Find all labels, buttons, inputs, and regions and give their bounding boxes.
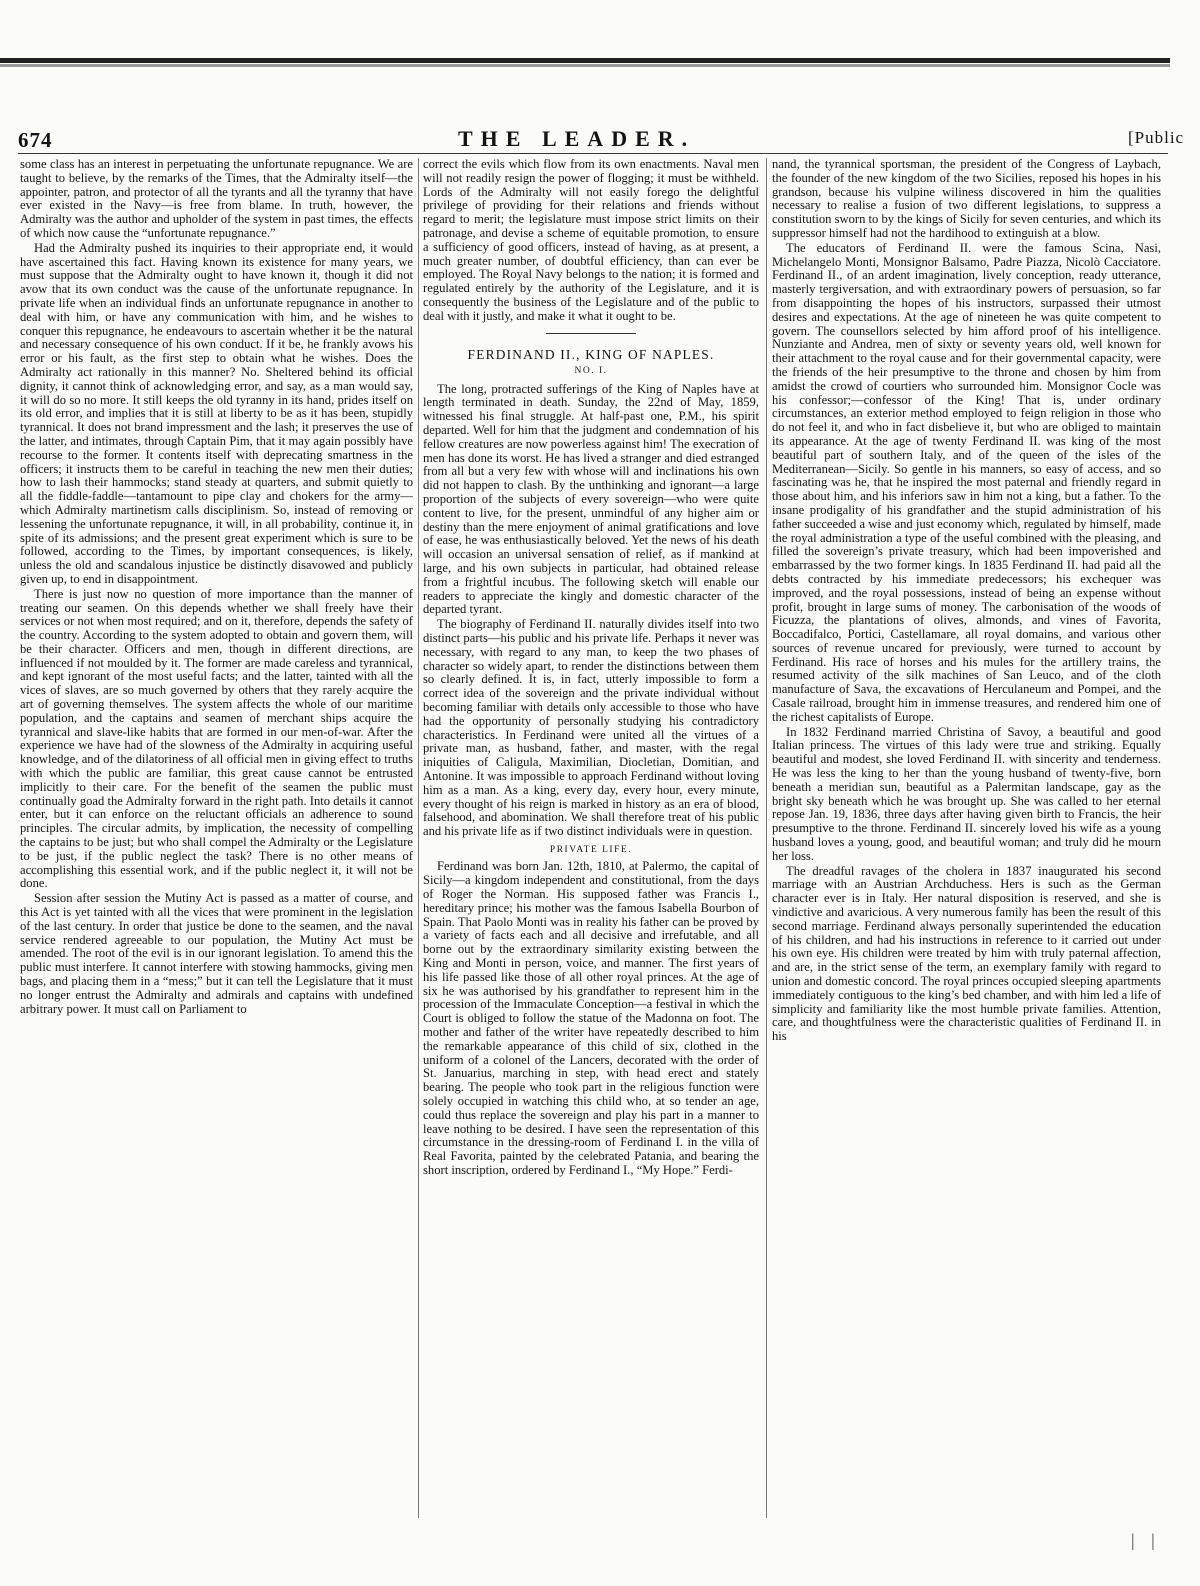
top-rule	[0, 58, 1170, 63]
paragraph: The long, protracted sufferings of the King of Naples have at length terminated in death. Sunday, the 22nd of May, 1859, witnessed his final struggle. At half-past one, P.M., his spirit departed. Well for him that the judgment and condemnation of his fellow creatures are now powerless against him! The execration of men has done its worst. He has lived a stranger and died estranged from all but a very few with whose will and inclinations his own did not happen to clash. By the unthinking and ignorant—a large proportion of the subjects of every sovereign—who were quite content to live, for the present, unmindful of any higher aim or destiny than the mere enjoyment of animal gratifications and love of ease, he was enthusiastically beloved. Yet the news of his death will occasion an universal sensation of relief, as if mankind at large, and his own subjects in particular, had obtained release from a frightful incubus. The following sketch will enable our readers to appreciate the kingly and domestic character of the departed tyrant.	[423, 381, 759, 617]
column-left	[20, 158, 413, 1518]
page-number: 674	[18, 128, 53, 152]
article-number: NO. I.	[574, 366, 608, 377]
page-header	[0, 128, 1200, 154]
column-middle	[423, 158, 759, 1518]
column-rule	[418, 158, 419, 1518]
top-rule-shade	[0, 64, 1170, 67]
article-title: FERDINAND II., KING OF NAPLES.	[467, 346, 715, 362]
paragraph: Had the Admiralty pushed its inquiries to their appropriate end, it would have ascertained this fact. Having known its existence for many years, we must suppose that the Admiralty ought to have known it, though it did not avow that its own conduct was the cause of the unfortunate repugnance. In private life when an individual finds an unfortunate repugnance in another to deal with him, or have any communication with him, and he wishes to conquer this repugnance, he endeavours to ascertain whether it be the natural and necessary consequence of his own conduct. If it be, he frankly avows his error or his fault, as the first step to obtain what he wishes. Does the Admiralty act rationally in this manner? No. Sheltered behind its official dignity, it cannot think of acknowledging error, and say, as a man would say, it will do so no more. It still keeps the old tyranny in its hand, prides itself on its old error, and implies that it is still at liberty to be as it has been, stupidly tyrannical. It does not brand impressment and the lash; it preserves the use of the latter, and intimates, through Captain Pim, that it may again possibly have recourse to the former. It contents itself with deprecating smartness in the officers; it instructs them to be careful in teaching the new men their duties; how to lash their hammocks; stand steady at quarters, and submit quietly to all the fiddle-faddle—tantamount to pipe clay and chokers for the army—which Admiralty martinetism calls disciplinism. So, instead of removing or lessening the unfortunate repugnance, it will, in all probability, continue it, in spite of its admissions; and the present great experiment which is sure to be followed, according to the Times, by important consequences, is likely, unless the old and scandalous injustice be distinctly disavowed and publicly given up, to end in disappointment.	[20, 240, 413, 586]
section-tag: [Public	[1128, 128, 1185, 147]
paragraph: There is just now no question of more importance than the manner of treating our seamen. On this depends whether we shall freely have their services or not when most required; and on it, therefore, depends the safety of the country. According to the system adopted to obtain and govern them, will be their character. Officers and men, though in different directions, are influenced if not moulded by it. The former are made careless and tyrannical, and kept ignorant of the most useful facts; and the latter, tainted with all the vices of slaves, are so much governed by others that they rarely acquire the art of governing themselves. The system affects the whole of our maritime population, and the captains and seamen of merchant ships acquire the tyrannical and slave-like habits that are formed in our men-of-war. After the experience we have had of the slowness of the Admiralty in acquiring useful knowledge, and of the dilatoriness of all official men in giving effect to truths with which the public are familiar, this great cause cannot be entrusted implicitly to their care. For the benefit of the seamen the public must continually goad the Admiralty forward in the right path. Into details it cannot enter, but it can enforce on the reluctant officials an adherence to sound principles. The circular admits, by implication, the necessity of compelling the captains to be just; but who shall compel the Admiralty or the Legislature to be just, if the public neglect the task? There is no other means of accomplishing this essential work, and if the public neglect it, it will not be done.	[20, 586, 413, 891]
column-rule	[766, 158, 767, 1518]
paragraph: some class has an interest in perpetuating the unfortunate repugnance. We are taught to believe, by the remarks of the Times, that the Admiralty itself—the appointer, patron, and protector of all the tyrants and all the tyranny that have ever existed in the Navy—is free from blame. In truth, however, the Admiralty was the author and upholder of the system in past times, the effects of which now cause the “unfortunate repugnance.”	[20, 158, 413, 240]
paragraph: The biography of Ferdinand II. naturally divides itself into two distinct parts—his public and his private life. Perhaps it never was necessary, with regard to any man, to keep the two phases of character so widely apart, to render the distinctions between them so clearly defined. It is, in fact, utterly impossible to form a correct idea of the sovereign and the private individual without becoming familiar with details only accessible to those who have had the opportunity of personally studying his contradictory characteristics. In Ferdinand were united all the virtues of a private man, as husband, father, and master, with the regal iniquities of Caligula, Maximilian, Diocletian, Domitian, and Antonine. It was impossible to approach Ferdinand without loving him as a man. As a king, every day, every hour, every minute, every thought of his reign is marked in history as an era of blood, falsehood, and abomination. We shall therefore treat of his public and his private life as if two distinct individuals were in question.	[423, 617, 759, 839]
paragraph: In 1832 Ferdinand married Christina of Savoy, a beautiful and good Italian princess. The virtues of this lady were true and striking. Equally beautiful and modest, she loved Ferdinand II. with sincerity and tenderness. He was less the king to her than the young husband of twenty-five, born beneath a meridian sun, beautiful as a Palermitan landscape, gay as the bright sky beneath which he was brought up. She was called to her eternal repose Jan. 19, 1836, three days after having given birth to Francis, the heir presumptive to the throne. Ferdinand II. sincerely loved his wife as a young husband loves a young, good, and beautiful woman; and truly did he mourn her loss.	[772, 724, 1161, 863]
paragraph: nand, the tyrannical sportsman, the president of the Congress of Laybach, the founder of the new kingdom of the two Sicilies, reposed his hopes in his grandson, because his vulpine wiliness discovered in him the qualities necessary to realise a fusion of two different legislations, to suppress a constitution sworn to by the kings of Sicily for seven centuries, and which its suppressor himself had not the hardihood to extinguish at a blow.	[772, 158, 1161, 240]
masthead: THE LEADER.	[458, 126, 696, 151]
article-divider	[546, 333, 636, 334]
header-underline	[18, 153, 1168, 154]
paragraph: correct the evils which flow from its own enactments. Naval men will not readily resign the power of flogging; it must be withheld. Lords of the Admiralty will not easily forego the delightful privilege of providing for their relations and friends without regard to merit; the legislature must impose strict limits on their patronage, and devise a scheme of equitable promotion, to ensure a sufficiency of good officers, instead of having, as at present, a much greater number, of doubtful efficiency, than can ever be employed. The Royal Navy belongs to the nation; it is formed and regulated entirely by the authority of the Legislature, and it is consequently the business of the Legislature and of the public to deal with it justly, and make it what it ought to be.	[423, 158, 759, 323]
margin-marks: | |	[1131, 1530, 1161, 1550]
paragraph: The dreadful ravages of the cholera in 1837 inaugurated his second marriage with an Austrian Archduchess. Hers is such as the German character ever is in Italy. Her natural disposition is reserved, and she is vindictive and avaricious. A very numerous family has been the result of this second marriage. Ferdinand always personally superintended the education of his children, and had his instructions in reference to it carried out under his own eye. His children were treated by him with truly paternal affection, and are, in the strict sense of the term, an exemplary family with regard to union and domestic concord. The royal princes occupied sleeping apartments immediately contiguous to the king’s bed chamber, and with him led a life of simplicity and familiarity like the most humble private families. Attention, care, and thoughtfulness were the characteristic qualities of Ferdinand II. in his	[772, 863, 1161, 1044]
paragraph: Ferdinand was born Jan. 12th, 1810, at Palermo, the capital of Sicily—a kingdom independent and constitutional, from the days of Roger the Norman. His supposed father was Francis I., hereditary prince; his mother was the famous Isabella Bourbon of Spain. That Paolo Monti was in reality his father can be proved by a variety of facts each and all decisive and irrefutable, and all borne out by the extraordinary similarity existing between the King and Monti in person, voice, and manner. The first years of his life passed like those of all other royal princes. At the age of six he was authorised by his grandfather to represent him in the procession of the Immaculate Conception—a festival in which the Court is obliged to follow the statue of the Madonna on foot. The mother and father of the writer have repeatedly described to him the remarkable appearance of this child of six, clothed in the uniform of a colonel of the Lancers, decorated with the order of St. Januarius, marching in step, with head erect and stately bearing. The people who took part in the religious function were solely occupied in watching this child who, at so tender an age, could thus replace the sovereign and play his part in a manner to leave nothing to be desired. I have seen the representation of this circumstance in the dressing-room of Ferdinand I. in the villa of Real Favorita, painted by the celebrated Patania, and bearing the short inscription, ordered by Ferdinand I., “My Hope.” Ferdi-	[423, 859, 759, 1177]
paragraph: Session after session the Mutiny Act is passed as a matter of course, and this Act is yet tainted with all the vices that were prominent in the legislation of the last century. In order that justice be done to the seamen, and the naval service rendered agreeable to our population, the Mutiny Act must be amended. The root of the evil is in our ignorant legislation. To amend this the public must interfere. It cannot interfere with stowing hammocks, giving men bags, and placing them in a “mess;” but it can tell the Legislature that it must no longer entrust the Admiralty and admirals and captains with undefined arbitrary power. It must call on Parliament to	[20, 891, 413, 1016]
column-right	[772, 158, 1161, 1518]
subheading: PRIVATE LIFE.	[549, 844, 633, 855]
paragraph: The educators of Ferdinand II. were the famous Scina, Nasi, Michelangelo Monti, Monsignor Balsamo, Padre Piazza, Nicolò Cacciatore. Ferdinand II., of an ardent imagination, lively conception, ready utterance, masterly tergiversation, and with extraordinary powers of persuasion, so far from disappointing the hopes of his instructors, surpassed their utmost desires and expectations. At the age of nineteen he was quite competent to govern. The counsellors selected by him afford proof of his intelligence. Nunziante and Andrea, men of sixty or seventy years old, well known for their attachment to the royal cause and for their governmental capacity, were the friends of the heir presumptive to the throne and chosen by him from amidst the crowd of courtiers who surrounded him. Monsignor Cocle was his confessor;—confessor of the King! That is, under ordinary circumstances, an exterior method employed to feign religion in those who do not feel it, and who in fact disbelieve it, but who are obliged to maintain its appearance. At the age of twenty Ferdinand II. was king of the most beautiful part of southern Italy, and of the queen of the isles of the Mediterranean—Sicily. So gentle in his manners, so easy of access, and so fascinating was he, that he inspired the most paternal and friendly regard in those about him, and his inferiors saw in him not a king, but a father. To the insane prodigality of his grandfather and the stupid administration of his father succeeded a wise and just economy which, regulated by himself, made the royal administration a type of the useful combined with the pleasing, and filled the sovereign’s private treasury, which had been impoverished and embarrassed by the two former kings. In 1835 Ferdinand II. had paid all the debts contracted by his immediate predecessors; his exchequer was improved, and the royal possessions, instead of being an expense without profit, brought in large sums of money. The carbonisation of the woods of Ficuzza, the plantations of olives, almonds, and vines of Favorita, Boccadifalco, Portici, Castellamare, all royal domains, and various other sources of revenue uncared for previously, were turned to account by Ferdinand. His race of horses and his mules for the artillery trains, the resumed activity of the silk machines of San Leuco, and of the cloth manufacture of Sava, the excavations of Herculaneum and Pompei, and the Casale railroad, brought him in immense treasures, and rendered him one of the richest capitalists of Europe.	[772, 240, 1161, 724]
